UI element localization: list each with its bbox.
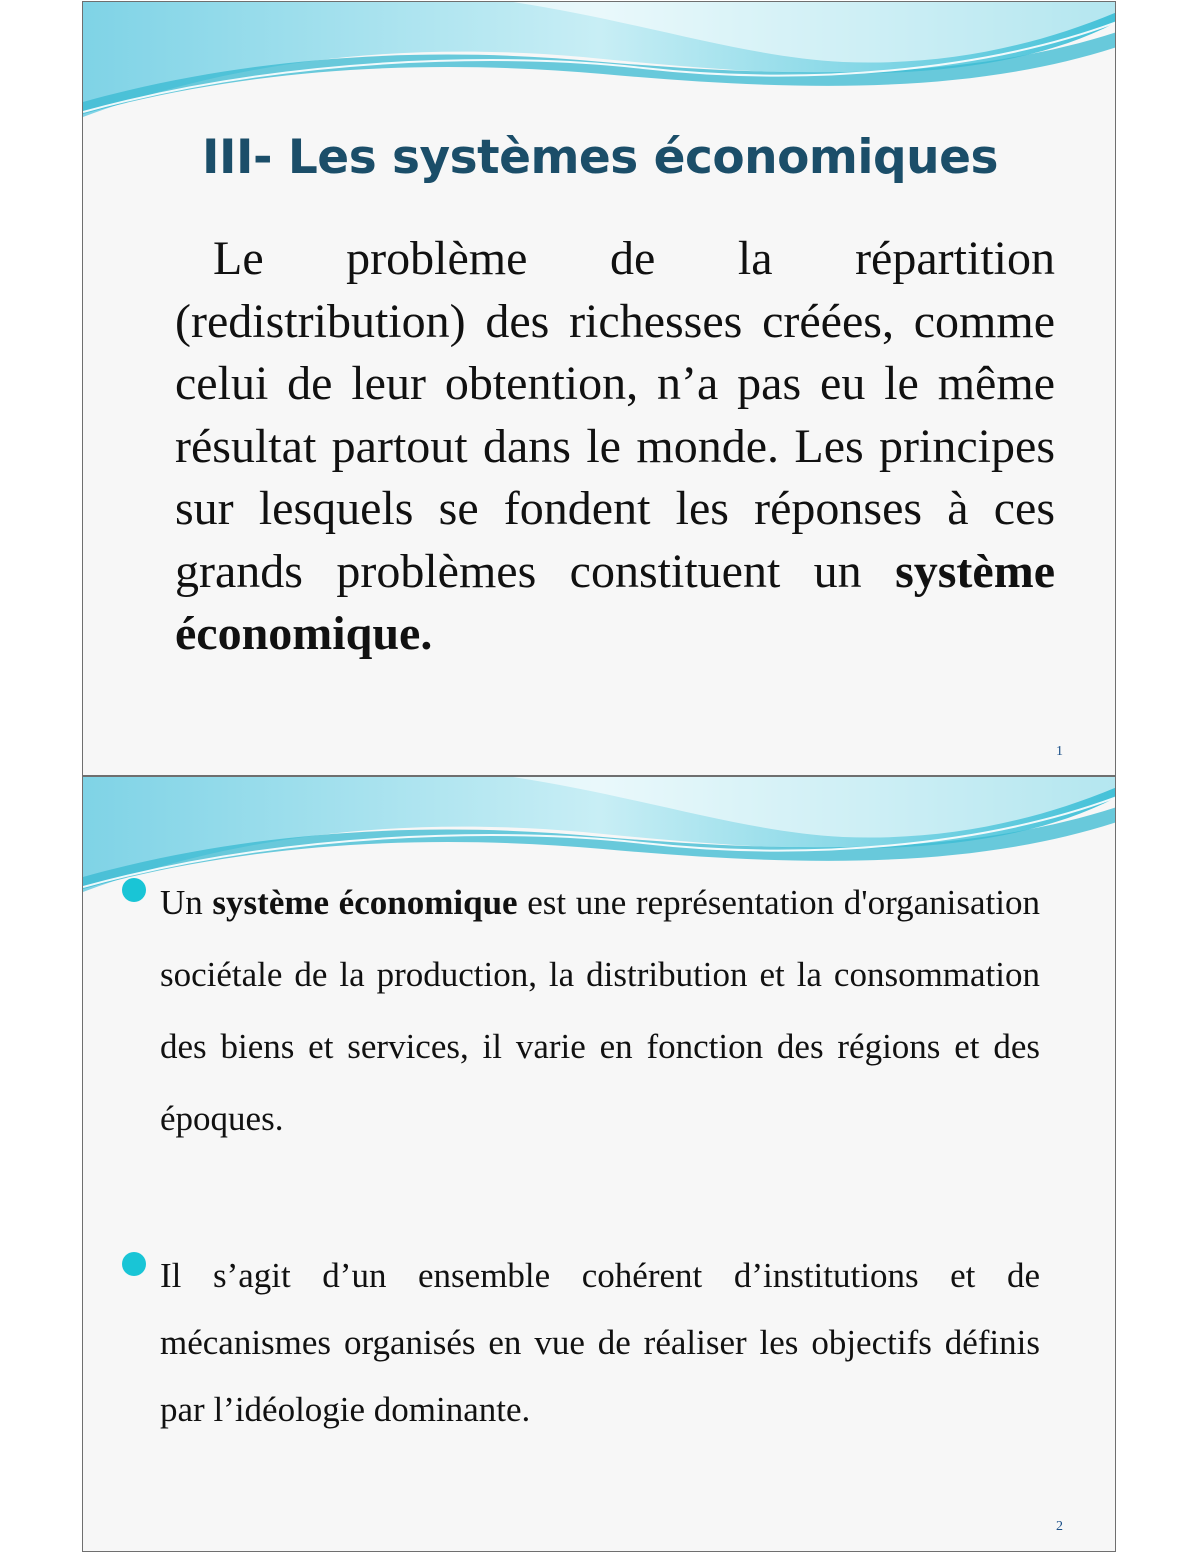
bullet-item: [160, 867, 1040, 1155]
bullet-item: [160, 1242, 1040, 1443]
bullet-text: Il s’agit d’un ensemble cohérent d’institutions et de mécanismes organisés en vue de réaliser les objectifs définis par l’idéologie dominante.: [160, 1256, 1040, 1429]
bullet-icon: [122, 1252, 146, 1276]
intro-paragraph: [175, 228, 1055, 666]
page-number: 2: [1056, 1519, 1063, 1534]
header-wave-graphic: [83, 2, 1116, 132]
intro-bold-term: système économique.: [175, 544, 1055, 660]
slide-2: [82, 776, 1116, 1552]
bullet-icon: [122, 878, 146, 902]
slide-title: III- Les systèmes économiques: [202, 130, 998, 185]
bullet-text: Un: [160, 883, 213, 922]
bullet-bold-term: système économique: [212, 883, 518, 922]
bullet-text: est une représentation d'organisation sociétale de la production, la distribution et la consommation des biens et services, il varie en fonction des régions et des époques.: [160, 883, 1040, 1138]
slide-1: [82, 1, 1116, 776]
intro-text: Le problème de la répartition (redistribution) des richesses créées, comme celui de leur obtention, n’a pas eu le même résultat partout dans le monde. Les principes sur lesquels se fondent les réponses à ces grands problèmes constituent un: [175, 232, 1055, 598]
page-number: 1: [1056, 744, 1063, 759]
